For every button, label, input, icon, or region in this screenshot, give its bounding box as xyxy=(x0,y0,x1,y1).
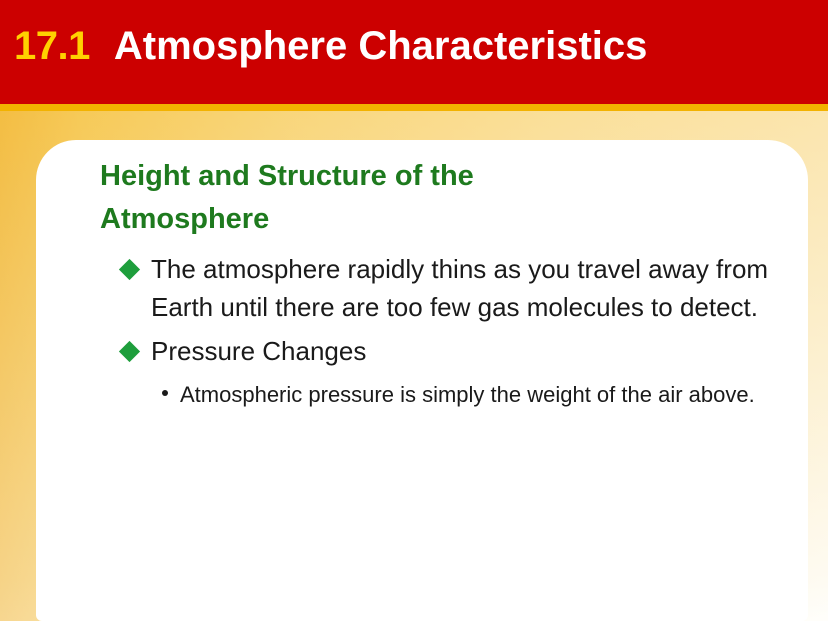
section-number: 17.1 xyxy=(14,24,90,68)
sub-bullet-text: Atmospheric pressure is simply the weight of the air above. xyxy=(180,381,755,407)
bullet-text: Pressure Changes xyxy=(151,335,367,366)
list-item xyxy=(122,333,812,371)
list-item xyxy=(122,251,812,327)
dot-bullet-icon xyxy=(162,390,168,396)
content-area xyxy=(100,155,800,411)
header-underline xyxy=(0,104,828,111)
content-heading: Height and Structure of the Atmosphere xyxy=(100,160,474,235)
bullet-text: The atmosphere rapidly thins as you travel away from Earth until there are too few gas molecules to detect. xyxy=(151,253,769,322)
header-content xyxy=(14,24,647,69)
diamond-bullet-icon xyxy=(119,259,140,280)
page-title: Atmosphere Characteristics xyxy=(113,24,648,68)
sub-list-item xyxy=(162,379,822,411)
diamond-bullet-icon xyxy=(119,341,140,362)
